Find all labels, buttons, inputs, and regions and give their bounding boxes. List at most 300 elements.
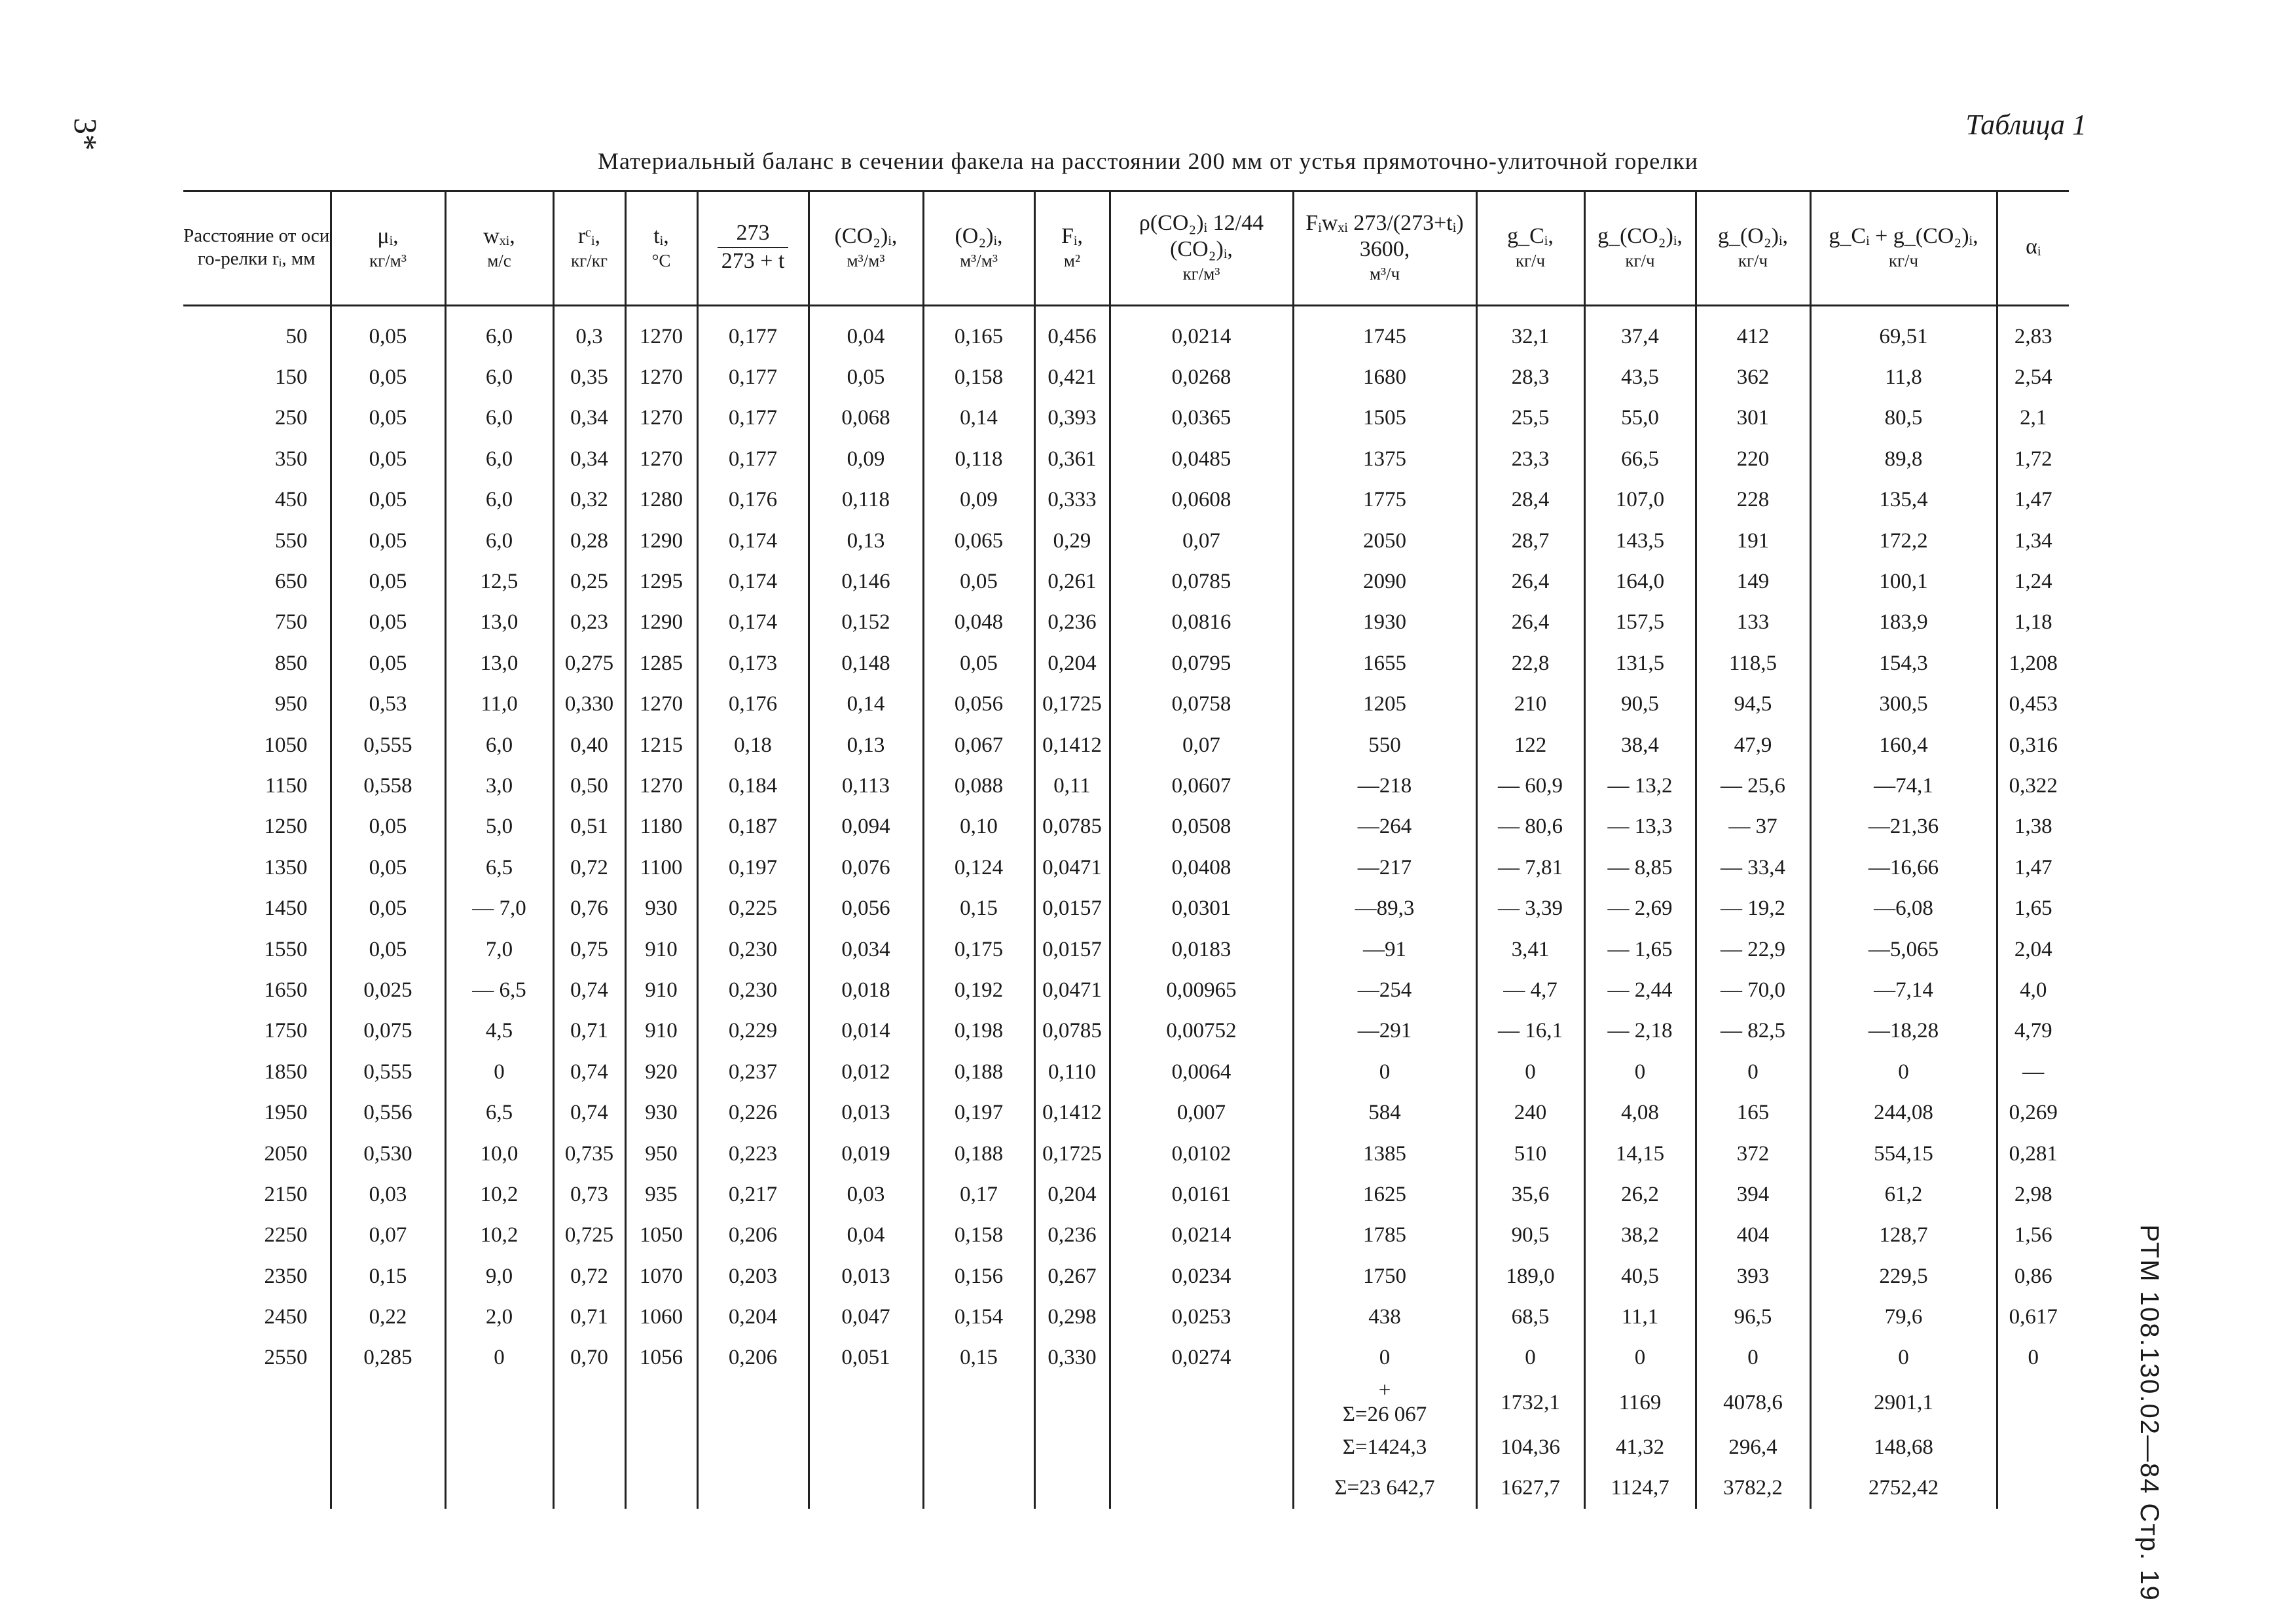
table-cell: 69,51 <box>1810 304 1997 357</box>
table-cell: 1745 <box>1293 304 1476 357</box>
table-cell: —6,08 <box>1810 888 1997 929</box>
table-cell: 0,17 <box>923 1174 1034 1215</box>
table-cell: — 3,39 <box>1476 888 1584 929</box>
table-cell: 1750 <box>1293 1256 1476 1297</box>
table-cell: 0,14 <box>923 398 1034 439</box>
table-cell: —217 <box>1293 847 1476 888</box>
table-cell: 0,275 <box>553 643 625 684</box>
table-cell: 1270 <box>625 304 697 357</box>
table-cell: 0,15 <box>923 888 1034 929</box>
table-cell: 0,74 <box>553 1092 625 1133</box>
empty-cell <box>1997 1427 2069 1467</box>
table-cell: 157,5 <box>1584 602 1696 643</box>
table-row <box>183 602 2069 643</box>
table-cell: 1,24 <box>1997 561 2069 602</box>
column-header-0 <box>183 190 331 304</box>
table-cell: 1,47 <box>1997 847 2069 888</box>
table-cell: 0,71 <box>553 1297 625 1337</box>
table-cell: 0,40 <box>553 725 625 766</box>
table-cell: 1270 <box>625 357 697 397</box>
table-cell: 4,0 <box>1997 970 2069 1010</box>
table-cell: 0,05 <box>331 561 445 602</box>
corner-mark: 3* <box>67 118 104 151</box>
table-cell: 0,13 <box>809 725 923 766</box>
table-cell: 0,51 <box>553 807 625 847</box>
table-cell: 0,192 <box>923 970 1034 1010</box>
table-cell: 920 <box>625 1052 697 1092</box>
table-cell: 2090 <box>1293 561 1476 602</box>
table-cell: 0,22 <box>331 1297 445 1337</box>
table-cell: 160,4 <box>1810 725 1997 766</box>
table-cell: 0,35 <box>553 357 625 397</box>
table-cell: 0,158 <box>923 1215 1034 1256</box>
table-cell: 910 <box>625 929 697 970</box>
table-cell: 0,0064 <box>1110 1052 1293 1092</box>
summary-cell: 1627,7 <box>1476 1468 1584 1509</box>
empty-cell <box>809 1378 923 1427</box>
table-cell: 1150 <box>264 773 308 798</box>
table-cell: 2550 <box>264 1346 308 1370</box>
table-cell: 128,7 <box>1810 1215 1997 1256</box>
empty-cell <box>923 1427 1034 1467</box>
table-cell: 1070 <box>625 1256 697 1297</box>
table-cell: 107,0 <box>1584 480 1696 521</box>
column-header-label: ρ(CO₂)ᵢ 12/44 (CO₂)ᵢ, <box>1139 210 1264 262</box>
table-cell: 0,174 <box>697 602 809 643</box>
table-cell: 79,6 <box>1810 1297 1997 1337</box>
table-cell: 0,0758 <box>1110 684 1293 725</box>
table-cell: 0,00965 <box>1110 970 1293 1010</box>
table-cell: 0,118 <box>809 480 923 521</box>
table-cell: 404 <box>1696 1215 1810 1256</box>
table-cell: 0,0785 <box>1034 1011 1110 1052</box>
table-cell: 510 <box>1476 1134 1584 1174</box>
table-cell: 350 <box>275 447 308 471</box>
table-cell: 584 <box>1293 1092 1476 1133</box>
table-row <box>183 725 2069 766</box>
table-cell: 131,5 <box>1584 643 1696 684</box>
empty-cell <box>1110 1427 1293 1467</box>
column-header-14 <box>1810 190 1997 304</box>
table-cell: —5,065 <box>1810 929 1997 970</box>
table-cell: 1290 <box>625 602 697 643</box>
column-header-unit: м³/м³ <box>847 250 885 270</box>
column-header-label: g_(CO₂)ᵢ, <box>1597 223 1683 248</box>
column-header-label: g_(O₂)ᵢ, <box>1717 223 1789 248</box>
table-row <box>183 1297 2069 1337</box>
table-cell: 0,229 <box>697 1011 809 1052</box>
table-cell: 244,08 <box>1810 1092 1997 1133</box>
table-cell: 0,333 <box>1034 480 1110 521</box>
table-cell: 0,0234 <box>1110 1256 1293 1297</box>
table-cell: 1550 <box>264 937 308 961</box>
table-cell: 1650 <box>264 978 308 1002</box>
table-cell: 394 <box>1696 1174 1810 1215</box>
table-cell: 0,223 <box>697 1134 809 1174</box>
table-cell: 0,225 <box>697 888 809 929</box>
table-cell: — 37 <box>1696 807 1810 847</box>
table-cell: 0,0157 <box>1034 888 1110 929</box>
table-cell: 0,03 <box>331 1174 445 1215</box>
table-cell: 0,0485 <box>1110 439 1293 479</box>
table-cell: 80,5 <box>1810 398 1997 439</box>
table-cell: 0,53 <box>331 684 445 725</box>
table-cell: 9,0 <box>445 1256 553 1297</box>
table-row <box>183 304 2069 357</box>
table-cell: 0,056 <box>809 888 923 929</box>
table-cell: 930 <box>625 1092 697 1133</box>
table-cell: 0,393 <box>1034 398 1110 439</box>
summary-cell: Σ=23 642,7 <box>1293 1468 1476 1509</box>
table-cell: 1,208 <box>1997 643 2069 684</box>
table-cell: 2,0 <box>445 1297 553 1337</box>
empty-cell <box>1110 1378 1293 1427</box>
table-cell: 0,152 <box>809 602 923 643</box>
table-cell: 0,177 <box>697 398 809 439</box>
table-cell: 10,2 <box>445 1174 553 1215</box>
table-cell: 229,5 <box>1810 1256 1997 1297</box>
table-body <box>183 304 2069 1509</box>
table-cell: 0,173 <box>697 643 809 684</box>
table-cell: 450 <box>275 488 308 512</box>
table-cell: — 2,44 <box>1584 970 1696 1010</box>
table-row <box>183 480 2069 521</box>
table-cell: 0,05 <box>331 929 445 970</box>
table-cell: 0,217 <box>697 1174 809 1215</box>
table-cell: 37,4 <box>1584 304 1696 357</box>
column-header-unit: кг/кг <box>571 250 608 270</box>
table-cell: 850 <box>275 651 308 675</box>
table-label: Таблица 1 <box>1965 109 2086 141</box>
table-cell: 0,206 <box>697 1338 809 1378</box>
table-cell: 1056 <box>625 1338 697 1378</box>
table-cell: 22,8 <box>1476 643 1584 684</box>
summary-row <box>183 1468 2069 1509</box>
table-cell: 1785 <box>1293 1215 1476 1256</box>
column-header-9 <box>1110 190 1293 304</box>
table-cell: 2050 <box>1293 521 1476 561</box>
table-row <box>183 1338 2069 1378</box>
table-cell: 0,0268 <box>1110 357 1293 397</box>
summary-cell: 3782,2 <box>1696 1468 1810 1509</box>
table-cell: 0,05 <box>331 439 445 479</box>
table-cell: 2150 <box>264 1182 308 1206</box>
table-cell: 0,0161 <box>1110 1174 1293 1215</box>
table-cell: 0,0253 <box>1110 1297 1293 1337</box>
summary-cell: 2752,42 <box>1810 1468 1997 1509</box>
table-cell: 6,0 <box>445 480 553 521</box>
table-cell: 0,154 <box>923 1297 1034 1337</box>
table-cell: 0,555 <box>331 1052 445 1092</box>
column-header-15 <box>1997 190 2069 304</box>
table-cell: 0,05 <box>331 304 445 357</box>
table-top-rule <box>183 190 2069 192</box>
table-cell: 0,188 <box>923 1052 1034 1092</box>
table-cell: 0,530 <box>331 1134 445 1174</box>
table-cell: 0,13 <box>809 521 923 561</box>
table-cell: 0,018 <box>809 970 923 1010</box>
empty-cell <box>553 1378 625 1427</box>
table-cell: — 22,9 <box>1696 929 1810 970</box>
table-cell: 1375 <box>1293 439 1476 479</box>
table-cell: — 4,7 <box>1476 970 1584 1010</box>
table-cell: 0,73 <box>553 1174 625 1215</box>
table-cell: 1205 <box>1293 684 1476 725</box>
table-cell: 550 <box>275 528 308 553</box>
empty-cell <box>697 1427 809 1467</box>
table-cell: 0 <box>1584 1052 1696 1092</box>
table-cell: 0,187 <box>697 807 809 847</box>
table-cell: 0,230 <box>697 929 809 970</box>
table-cell: 0,1725 <box>1034 1134 1110 1174</box>
table-cell: 0,0214 <box>1110 304 1293 357</box>
table-cell: 0,72 <box>553 847 625 888</box>
table-cell: — 33,4 <box>1696 847 1810 888</box>
table-cell: 220 <box>1696 439 1810 479</box>
table-cell: 191 <box>1696 521 1810 561</box>
table-cell: 0,05 <box>331 847 445 888</box>
table-cell: 0,025 <box>331 970 445 1010</box>
empty-cell <box>1997 1378 2069 1427</box>
table-cell: 1,65 <box>1997 888 2069 929</box>
column-header-unit: кг/м³ <box>1182 264 1220 284</box>
table-cell: 0,175 <box>923 929 1034 970</box>
table-cell: 0,09 <box>809 439 923 479</box>
summary-cell: 1169 <box>1584 1378 1696 1427</box>
table-cell: 94,5 <box>1696 684 1810 725</box>
empty-cell <box>625 1468 697 1509</box>
column-header-unit: кг/ч <box>1738 250 1768 270</box>
table-cell: 35,6 <box>1476 1174 1584 1215</box>
table-cell: 11,8 <box>1810 357 1997 397</box>
table-header-row <box>183 190 2069 304</box>
table-cell: 0,725 <box>553 1215 625 1256</box>
table-cell: 0,76 <box>553 888 625 929</box>
table-cell: 68,5 <box>1476 1297 1584 1337</box>
table-cell: — 7,81 <box>1476 847 1584 888</box>
table-cell: 0,330 <box>1034 1338 1110 1378</box>
empty-cell <box>553 1427 625 1467</box>
table-cell: 2350 <box>264 1264 308 1288</box>
table-cell: 228 <box>1696 480 1810 521</box>
table-cell: 550 <box>1293 725 1476 766</box>
table-cell: 2,98 <box>1997 1174 2069 1215</box>
column-header-label: rᶜᵢ, <box>577 223 601 248</box>
table-cell: —91 <box>1293 929 1476 970</box>
table-cell: 0,177 <box>697 439 809 479</box>
table-cell: 0,048 <box>923 602 1034 643</box>
column-header-label: g_Cᵢ + g_(CO₂)ᵢ, <box>1829 223 1978 248</box>
table-cell: 0,0508 <box>1110 807 1293 847</box>
table-cell: 0,07 <box>1110 521 1293 561</box>
table-cell: 14,15 <box>1584 1134 1696 1174</box>
table-cell: — 60,9 <box>1476 766 1584 806</box>
table-row <box>183 766 2069 806</box>
table-cell: 0,177 <box>697 357 809 397</box>
table-cell: 0,012 <box>809 1052 923 1092</box>
empty-cell <box>331 1378 445 1427</box>
table-cell: 0,05 <box>331 643 445 684</box>
table-cell: 28,3 <box>1476 357 1584 397</box>
table-cell: 1930 <box>1293 602 1476 643</box>
table-cell: 5,0 <box>445 807 553 847</box>
table-cell: 0,184 <box>697 766 809 806</box>
table-cell: 26,4 <box>1476 561 1584 602</box>
table-cell: 0,322 <box>1997 766 2069 806</box>
table-cell: 7,0 <box>445 929 553 970</box>
table-cell: 38,2 <box>1584 1215 1696 1256</box>
table-cell: 0,014 <box>809 1011 923 1052</box>
column-header-11 <box>1476 190 1584 304</box>
table-cell: 6,0 <box>445 304 553 357</box>
empty-cell <box>1997 1468 2069 1509</box>
table-cell: 0,0607 <box>1110 766 1293 806</box>
table-cell: — 82,5 <box>1696 1011 1810 1052</box>
table-cell: 0 <box>1584 1338 1696 1378</box>
table-cell: 0,230 <box>697 970 809 1010</box>
table-cell: 6,0 <box>445 398 553 439</box>
table-cell: 0,165 <box>923 304 1034 357</box>
table-cell: 2250 <box>264 1223 308 1247</box>
table-cell: 0,124 <box>923 847 1034 888</box>
table-cell: 1,38 <box>1997 807 2069 847</box>
table-cell: 2,04 <box>1997 929 2069 970</box>
empty-cell <box>923 1468 1034 1509</box>
table-cell: 100,1 <box>1810 561 1997 602</box>
empty-cell <box>1034 1378 1110 1427</box>
table-cell: — 13,3 <box>1584 807 1696 847</box>
table-cell: 0,047 <box>809 1297 923 1337</box>
column-header-7 <box>923 190 1034 304</box>
table-cell: —264 <box>1293 807 1476 847</box>
table-cell: 2450 <box>264 1305 308 1329</box>
column-header-4 <box>625 190 697 304</box>
table-cell: — 2,69 <box>1584 888 1696 929</box>
table-cell: 11,1 <box>1584 1297 1696 1337</box>
empty-cell <box>445 1468 553 1509</box>
column-header-unit: кг/ч <box>1515 250 1546 270</box>
table-cell: 750 <box>275 610 308 635</box>
column-header-unit: м³/ч <box>1369 264 1400 284</box>
table-cell: 0,0183 <box>1110 929 1293 970</box>
table-cell: 0,110 <box>1034 1052 1110 1092</box>
table-cell: 1750 <box>264 1019 308 1043</box>
table-cell: 0,203 <box>697 1256 809 1297</box>
table-cell: —16,66 <box>1810 847 1997 888</box>
table-cell: 172,2 <box>1810 521 1997 561</box>
summary-cell: 1732,1 <box>1476 1378 1584 1427</box>
summary-cell: Σ=1424,3 <box>1293 1427 1476 1467</box>
table-cell: 0,74 <box>553 1052 625 1092</box>
table-cell: 0,558 <box>331 766 445 806</box>
table-cell: 0,10 <box>923 807 1034 847</box>
table-cell: 0,0274 <box>1110 1338 1293 1378</box>
table-cell: 210 <box>1476 684 1584 725</box>
table-cell: 149 <box>1696 561 1810 602</box>
table-cell: 2,54 <box>1997 357 2069 397</box>
summary-cell: 296,4 <box>1696 1427 1810 1467</box>
table-cell: 47,9 <box>1696 725 1810 766</box>
table-cell: 0,281 <box>1997 1134 2069 1174</box>
table-cell: 0,32 <box>553 480 625 521</box>
table-cell: 4,79 <box>1997 1011 2069 1052</box>
table-cell: 0,1412 <box>1034 725 1110 766</box>
empty-cell <box>923 1378 1034 1427</box>
table-cell: 0 <box>445 1052 553 1092</box>
table-cell: 0,29 <box>1034 521 1110 561</box>
table-cell: 1625 <box>1293 1174 1476 1215</box>
table-cell: 89,8 <box>1810 439 1997 479</box>
table-cell: 0,113 <box>809 766 923 806</box>
table-cell: 6,0 <box>445 439 553 479</box>
empty-cell <box>183 1378 331 1427</box>
table-cell: 950 <box>625 1134 697 1174</box>
table-cell: 930 <box>625 888 697 929</box>
table-cell: 1215 <box>625 725 697 766</box>
table-cell: 0,298 <box>1034 1297 1110 1337</box>
table-cell: 0,05 <box>331 398 445 439</box>
table-cell: 66,5 <box>1584 439 1696 479</box>
empty-cell <box>809 1468 923 1509</box>
table-cell: 0,088 <box>923 766 1034 806</box>
table-cell: 0,0785 <box>1034 807 1110 847</box>
table-cell: 950 <box>275 692 308 716</box>
summary-row <box>183 1427 2069 1467</box>
table-cell: 0,05 <box>331 888 445 929</box>
table-row <box>183 561 2069 602</box>
table-cell: — 13,2 <box>1584 766 1696 806</box>
table-row <box>183 970 2069 1010</box>
empty-cell <box>445 1427 553 1467</box>
table-cell: 0,05 <box>923 561 1034 602</box>
table-cell: 0,198 <box>923 1011 1034 1052</box>
table-cell: 0,0471 <box>1034 847 1110 888</box>
table-cell: 301 <box>1696 398 1810 439</box>
table-cell: 0,74 <box>553 970 625 1010</box>
table-cell: 0,456 <box>1034 304 1110 357</box>
fraction-header <box>718 220 789 275</box>
table-row <box>183 1092 2069 1133</box>
table-cell: 0,05 <box>331 602 445 643</box>
table-header-rule <box>183 304 2069 306</box>
table-cell: 0,197 <box>697 847 809 888</box>
table-cell: 0,0785 <box>1110 561 1293 602</box>
table-cell: 0 <box>1696 1052 1810 1092</box>
table-cell: 6,0 <box>445 521 553 561</box>
table-cell: —21,36 <box>1810 807 1997 847</box>
empty-cell <box>183 1427 331 1467</box>
table-cell: 0,007 <box>1110 1092 1293 1133</box>
column-header-label: wₓᵢ, <box>483 223 515 248</box>
empty-cell <box>625 1378 697 1427</box>
table-cell: —218 <box>1293 766 1476 806</box>
table-cell: 1,72 <box>1997 439 2069 479</box>
table-cell: — <box>1997 1052 2069 1092</box>
summary-cell: 2901,1 <box>1810 1378 1997 1427</box>
table-row <box>183 1174 2069 1215</box>
empty-cell <box>553 1468 625 1509</box>
table-cell: —18,28 <box>1810 1011 1997 1052</box>
table-cell: 1180 <box>625 807 697 847</box>
table-cell: 4,5 <box>445 1011 553 1052</box>
table-cell: 0,09 <box>923 480 1034 521</box>
table-cell: 1100 <box>625 847 697 888</box>
table-cell: —291 <box>1293 1011 1476 1052</box>
empty-cell <box>809 1427 923 1467</box>
table-cell: 0,0214 <box>1110 1215 1293 1256</box>
table-cell: 90,5 <box>1584 684 1696 725</box>
table-cell: — 2,18 <box>1584 1011 1696 1052</box>
